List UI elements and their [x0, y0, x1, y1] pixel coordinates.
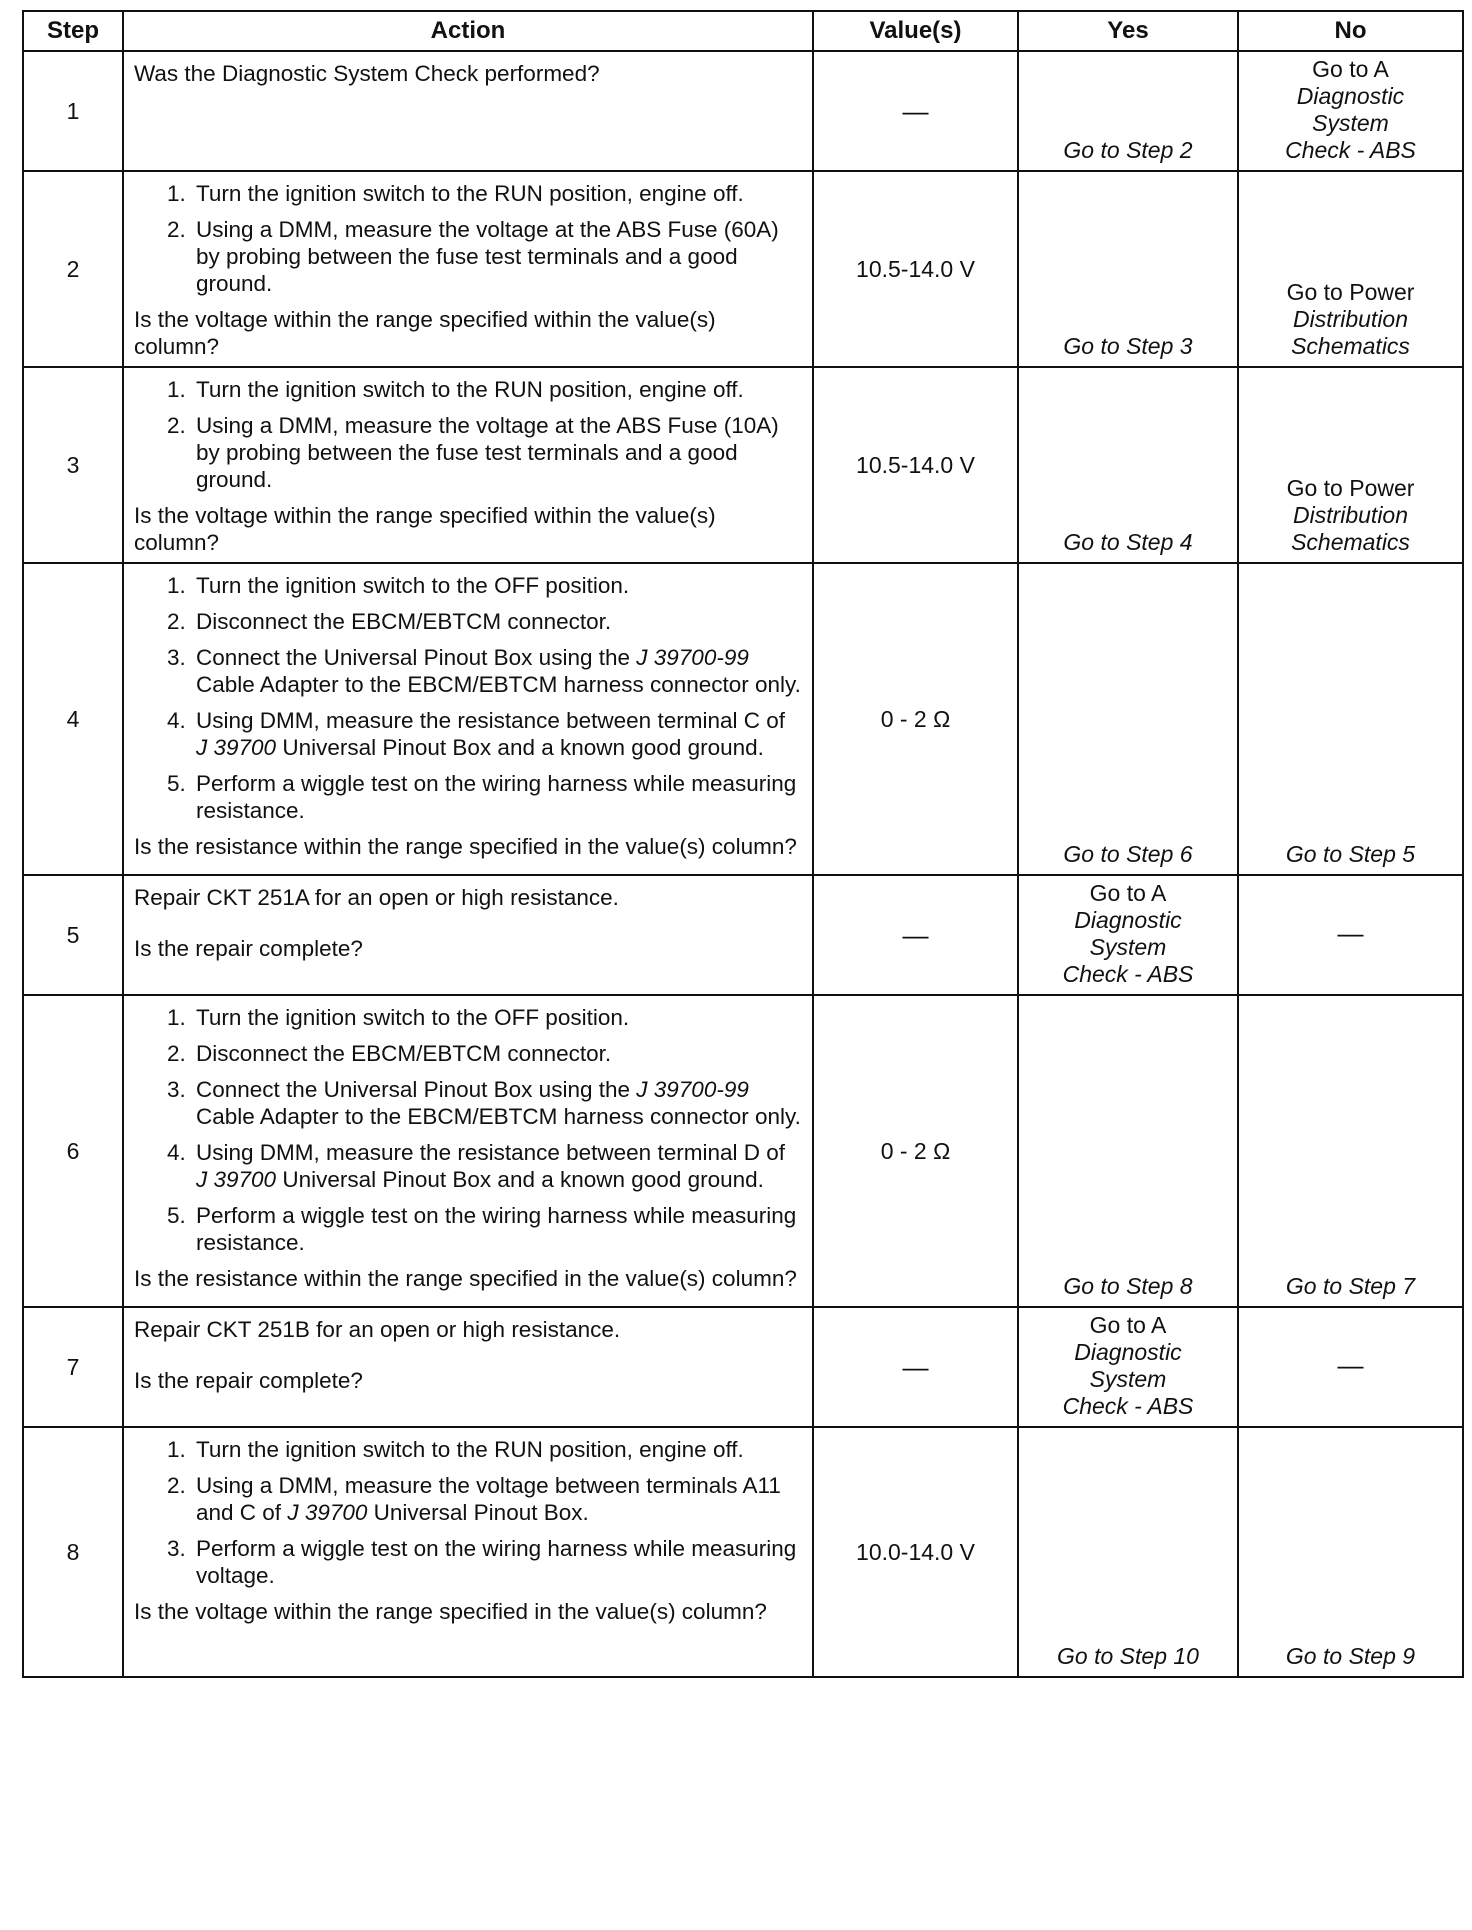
header-values: Value(s)	[813, 11, 1018, 51]
yes-line: Diagnostic	[1074, 907, 1182, 933]
action-step	[192, 644, 802, 698]
step-text: Using DMM, measure the resistance between terminal C of	[196, 708, 785, 733]
no-cell	[1238, 51, 1463, 171]
action-step: 1. Turn the ignition switch to the RUN position, engine off.	[192, 180, 802, 207]
table-row	[23, 875, 1463, 995]
step-text: Cable Adapter to the EBCM/EBTCM harness connector only.	[196, 672, 801, 697]
yes-cell	[1018, 1307, 1238, 1427]
yes-line: System	[1089, 1366, 1167, 1392]
no-line: Schematics	[1291, 529, 1410, 555]
no-line: Distribution	[1292, 306, 1409, 332]
yes-cell	[1018, 1427, 1238, 1677]
no-line: Go to Power	[1286, 475, 1415, 501]
action-step	[192, 1139, 802, 1193]
no-line: Distribution	[1292, 502, 1409, 528]
action-question: Is the voltage within the range specified within the value(s) column?	[134, 307, 716, 359]
no-cell	[1238, 171, 1463, 367]
table-row	[23, 51, 1463, 171]
value-cell	[813, 875, 1018, 995]
tool-reference: J 39700-99	[636, 645, 749, 670]
action-text: Repair CKT 251A for an open or high resistance.	[134, 885, 619, 910]
yes-link[interactable]: Go to Step 6	[1063, 841, 1193, 867]
action-steps	[134, 1436, 802, 1589]
action-question: Is the voltage within the range specified in the value(s) column?	[134, 1599, 767, 1624]
yes-line: Diagnostic	[1074, 1339, 1182, 1365]
yes-link[interactable]: Go to Step 2	[1063, 137, 1193, 163]
no-cell	[1238, 563, 1463, 875]
step-text: Universal Pinout Box and a known good ground.	[276, 735, 764, 760]
table-row	[23, 995, 1463, 1307]
yes-link[interactable]	[1063, 1312, 1194, 1419]
action-step	[192, 1076, 802, 1130]
action-step: 2. Disconnect the EBCM/EBTCM connector.	[192, 1040, 802, 1067]
step-number: 3	[23, 367, 123, 563]
action-cell	[123, 875, 813, 995]
step-number: 2	[23, 171, 123, 367]
action-steps	[134, 1004, 802, 1256]
step-text: Universal Pinout Box and a known good ground.	[276, 1167, 764, 1192]
step-text: Cable Adapter to the EBCM/EBTCM harness connector only.	[196, 1104, 801, 1129]
value-cell	[813, 1427, 1018, 1677]
action-step: 1. Turn the ignition switch to the RUN position, engine off.	[192, 1436, 802, 1463]
yes-cell	[1018, 51, 1238, 171]
action-step: 1. Turn the ignition switch to the RUN position, engine off.	[192, 376, 802, 403]
no-link[interactable]: Go to Step 7	[1285, 1273, 1416, 1299]
no-link[interactable]: Go to Step 5	[1285, 841, 1416, 867]
header-yes: Yes	[1018, 11, 1238, 51]
step-text: Connect the Universal Pinout Box using the	[196, 1077, 637, 1102]
step-number: 7	[23, 1307, 123, 1427]
value-cell	[813, 563, 1018, 875]
action-step	[192, 1472, 802, 1526]
action-text: Repair CKT 251B for an open or high resistance.	[134, 1317, 621, 1342]
action-cell	[123, 1427, 813, 1677]
value-text: 0 - 2 Ω	[880, 705, 951, 732]
no-line: Diagnostic	[1296, 83, 1405, 109]
action-steps	[134, 572, 802, 824]
step-number: 8	[23, 1427, 123, 1677]
value-cell	[813, 995, 1018, 1307]
action-step: 2. Using a DMM, measure the voltage at the ABS Fuse (10A) by probing between the fuse test terminals and a good ground.	[192, 412, 802, 493]
value-text: —	[902, 95, 929, 126]
yes-cell	[1018, 995, 1238, 1307]
action-cell	[123, 1307, 813, 1427]
no-link[interactable]: Go to Step 9	[1285, 1643, 1416, 1669]
action-steps	[134, 180, 802, 297]
action-step: 5. Perform a wiggle test on the wiring harness while measuring resistance.	[192, 1202, 802, 1256]
step-number: 5	[23, 875, 123, 995]
action-question: Is the resistance within the range specified in the value(s) column?	[134, 834, 797, 859]
value-cell	[813, 1307, 1018, 1427]
table-row	[23, 367, 1463, 563]
table-row	[23, 1307, 1463, 1427]
no-line: Go to Power	[1286, 279, 1415, 305]
no-link[interactable]	[1287, 475, 1415, 555]
no-text: —	[1337, 918, 1364, 948]
yes-link[interactable]: Go to Step 4	[1063, 529, 1193, 555]
no-link[interactable]	[1285, 56, 1416, 163]
table-row	[23, 563, 1463, 875]
yes-link[interactable]	[1063, 880, 1194, 987]
action-cell	[123, 171, 813, 367]
action-cell	[123, 51, 813, 171]
step-number: 1	[23, 51, 123, 171]
step-text: Connect the Universal Pinout Box using the	[196, 645, 637, 670]
header-no: No	[1238, 11, 1463, 51]
table-row	[23, 171, 1463, 367]
action-question: Is the voltage within the range specified within the value(s) column?	[134, 503, 716, 555]
step-text: Universal Pinout Box.	[367, 1500, 589, 1525]
yes-line: Go to A	[1089, 1312, 1167, 1338]
yes-link[interactable]: Go to Step 8	[1063, 1273, 1193, 1299]
no-cell	[1238, 1427, 1463, 1677]
table-row	[23, 1427, 1463, 1677]
yes-line: Check - ABS	[1062, 1393, 1194, 1419]
no-cell	[1238, 995, 1463, 1307]
action-step: 5. Perform a wiggle test on the wiring harness while measuring resistance.	[192, 770, 802, 824]
no-cell	[1238, 1307, 1463, 1427]
no-line: Check - ABS	[1285, 137, 1416, 163]
no-cell	[1238, 875, 1463, 995]
action-question: Is the repair complete?	[134, 1368, 363, 1393]
step-text: Using DMM, measure the resistance between terminal D of	[196, 1140, 785, 1165]
value-text: —	[902, 1351, 929, 1382]
yes-cell	[1018, 367, 1238, 563]
header-action: Action	[123, 11, 813, 51]
yes-line: Check - ABS	[1062, 961, 1194, 987]
header-step: Step	[23, 11, 123, 51]
step-text: Using a DMM, measure the voltage between terminals A11 and C of	[196, 1473, 781, 1525]
action-steps	[134, 376, 802, 493]
tool-reference: J 39700-99	[636, 1077, 749, 1102]
value-text: 10.5-14.0 V	[856, 255, 975, 282]
action-step: 1. Turn the ignition switch to the OFF position.	[192, 1004, 802, 1031]
no-line: Schematics	[1291, 333, 1410, 359]
action-step: 1. Turn the ignition switch to the OFF position.	[192, 572, 802, 599]
header-row	[23, 11, 1463, 51]
no-text: —	[1337, 1350, 1364, 1380]
yes-line: Go to A	[1089, 880, 1167, 906]
action-question: Is the repair complete?	[134, 936, 363, 961]
yes-line: System	[1089, 934, 1167, 960]
value-cell	[813, 51, 1018, 171]
value-text: 10.5-14.0 V	[856, 451, 975, 478]
step-number: 4	[23, 563, 123, 875]
yes-cell	[1018, 171, 1238, 367]
action-step	[192, 707, 802, 761]
action-step: 2. Using a DMM, measure the voltage at the ABS Fuse (60A) by probing between the fuse test terminals and a good ground.	[192, 216, 802, 297]
action-question: Is the resistance within the range specified in the value(s) column?	[134, 1266, 797, 1291]
value-text: 10.0-14.0 V	[856, 1538, 975, 1565]
action-cell	[123, 995, 813, 1307]
action-cell	[123, 563, 813, 875]
value-cell	[813, 367, 1018, 563]
yes-link[interactable]: Go to Step 3	[1063, 333, 1193, 359]
yes-cell	[1018, 563, 1238, 875]
action-text: Was the Diagnostic System Check performed?	[134, 61, 600, 86]
action-cell	[123, 367, 813, 563]
no-link[interactable]	[1287, 279, 1415, 359]
value-cell	[813, 171, 1018, 367]
yes-link[interactable]: Go to Step 10	[1057, 1643, 1199, 1669]
tool-reference: J 39700	[287, 1500, 368, 1525]
tool-reference: J 39700	[196, 735, 277, 760]
step-number: 6	[23, 995, 123, 1307]
action-step: 3. Perform a wiggle test on the wiring harness while measuring voltage.	[192, 1535, 802, 1589]
yes-cell	[1018, 875, 1238, 995]
action-step: 2. Disconnect the EBCM/EBTCM connector.	[192, 608, 802, 635]
diagnostic-table	[22, 10, 1464, 1678]
no-line: Go to A	[1312, 56, 1389, 82]
tool-reference: J 39700	[196, 1167, 277, 1192]
value-text: 0 - 2 Ω	[880, 1137, 951, 1164]
no-line: System	[1312, 110, 1389, 136]
no-cell	[1238, 367, 1463, 563]
value-text: —	[902, 919, 929, 950]
